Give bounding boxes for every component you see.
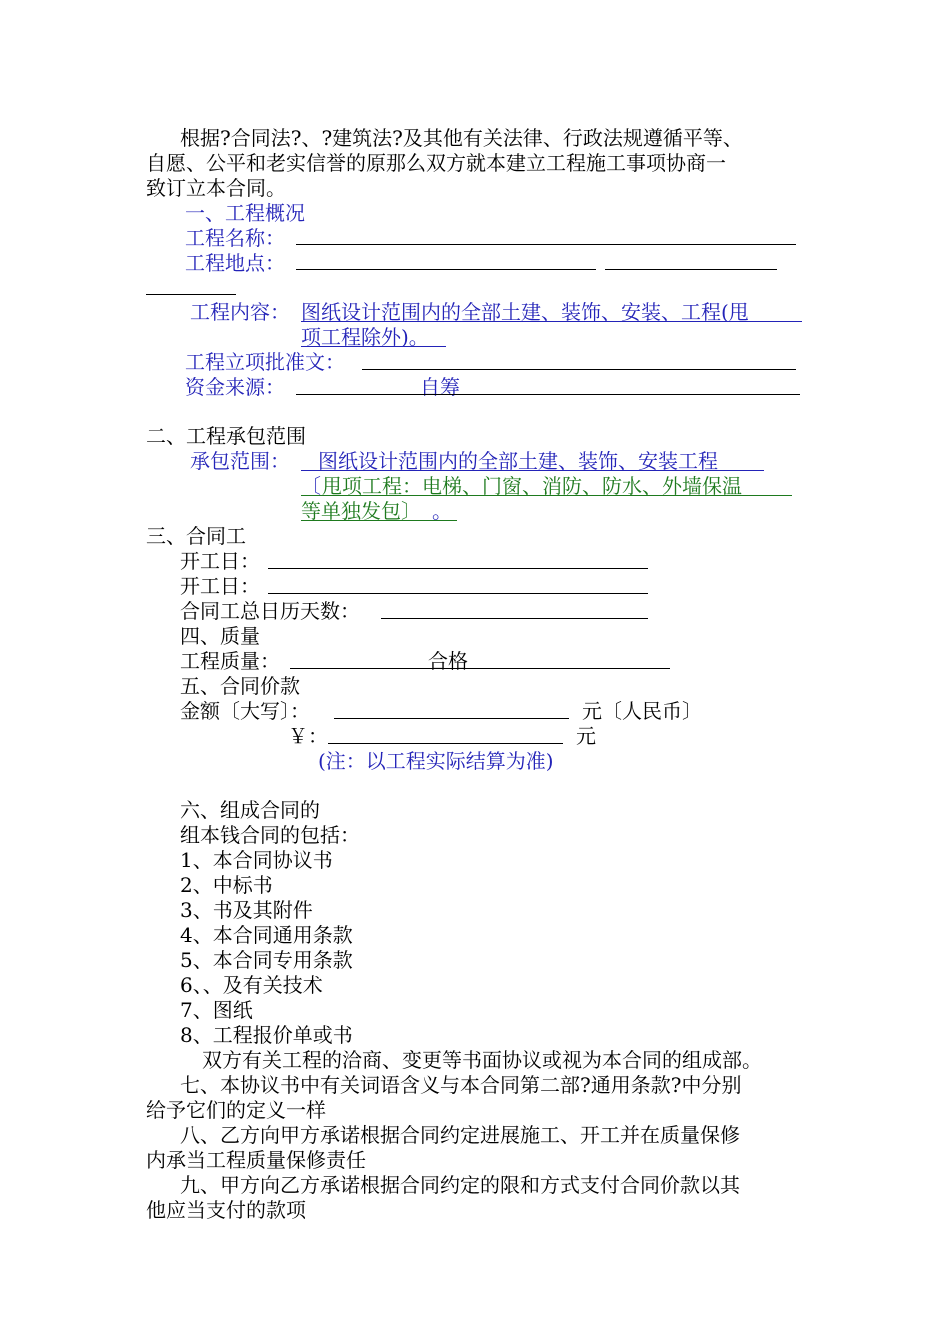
start-date-2-blank [268,593,648,594]
start-date-label: 开工日： [180,549,260,573]
contract-doc-item: 6、、及有关技术 [180,973,323,997]
quality-label: 工程质量： [180,649,280,673]
scope-line-3-close: 。 [432,499,452,523]
scope-label: 承包范围： [190,449,290,473]
intro-line-3: 致订立本合同。 [146,176,286,200]
yen-unit: 元 [576,724,596,748]
start-date-2-label: 开工日： [180,574,260,598]
project-name-label: 工程名称： [185,226,285,250]
section-8-line-2: 内承当工程质量保修责任 [146,1148,366,1172]
section-9-line-1: 九、甲方向乙方承诺根据合同约定的限和方式支付合同价款以其 [180,1173,740,1197]
funds-source-blank [296,394,800,395]
section-3-heading: 三、合同工 [146,524,246,548]
section-5-heading: 五、合同价款 [180,674,300,698]
quality-value: 合格 [428,649,468,673]
intro-line-1: 根据?合同法?、?建筑法?及其他有关法律、行政法规遵循平等、 [180,126,743,150]
intro-line-2: 自愿、公平和老实信誉的原那么双方就本建立工程施工事项协商一 [146,151,726,175]
project-content-line-2: 项工程除外)。 [301,325,429,349]
project-location-label: 工程地点： [185,251,285,275]
project-name-blank [296,244,796,245]
section-2-heading: 二、工程承包范围 [146,424,306,448]
contract-doc-item: 7、图纸 [180,998,253,1022]
yen-blank [328,743,563,744]
project-approval-label: 工程立项批准文： [185,350,345,374]
scope-underline-3 [301,520,457,521]
project-content-line-1: 图纸设计范围内的全部土建、装饰、安装、工程(甩 [301,300,749,324]
contract-docs-intro: 组本钱合同的包括： [180,823,360,847]
amount-blank [334,718,569,719]
total-days-label: 合同工总日历天数： [180,599,360,623]
contract-doc-item: 2、中标书 [180,873,273,897]
section-7-line-2: 给予它们的定义一样 [146,1098,326,1122]
scope-line-1: 图纸设计范围内的全部土建、装饰、安装工程 [318,449,718,473]
scope-line-2-excluded: 甩项工程：电梯、门窗、消防、防水、外墙保温 [322,474,742,498]
section-6-heading: 六、组成合同的 [180,798,320,822]
contract-doc-item: 5、本合同专用条款 [180,948,353,972]
scope-underline-2 [301,495,792,496]
quality-blank [290,668,670,669]
yen-label: ￥： [288,724,328,748]
funds-source-value: 自筹 [420,375,460,399]
project-location-blank-1 [296,269,596,270]
funds-source-label: 资金来源： [185,375,285,399]
section-1-heading: 一、工程概况 [185,201,305,225]
project-approval-blank [362,369,796,370]
section-7-line-1: 七、本协议书中有关词语含义与本合同第二部?通用条款?中分别 [180,1073,742,1097]
price-note: (注：以工程实际结算为准) [318,749,554,773]
start-date-blank [268,568,648,569]
amount-unit: 元〔人民币〕 [582,699,702,723]
scope-line-2-open: 〔 [301,474,321,498]
project-content-underline-2 [301,346,446,347]
amount-label: 金额〔大写〕： [180,699,310,723]
contract-doc-item: 4、本合同通用条款 [180,923,353,947]
section-4-heading: 四、质量 [180,624,260,648]
scope-underline-1 [301,470,764,471]
scope-line-3-excluded: 等单独发包〕 [301,499,421,523]
project-location-blank-3 [146,294,236,295]
contract-doc-item: 3、书及其附件 [180,898,313,922]
section-9-line-2: 他应当支付的款项 [146,1198,306,1222]
project-location-blank-2 [605,269,777,270]
project-content-underline-1 [301,321,802,322]
contract-docs-closing: 双方有关工程的洽商、变更等书面协议或视为本合同的组成部。 [202,1048,762,1072]
total-days-blank [381,618,648,619]
project-content-label: 工程内容： [190,300,290,324]
section-8-line-1: 八、乙方向甲方承诺根据合同约定进展施工、开工并在质量保修 [180,1123,740,1147]
contract-doc-item: 1、本合同协议书 [180,848,333,872]
contract-doc-item: 8、工程报价单或书 [180,1023,353,1047]
